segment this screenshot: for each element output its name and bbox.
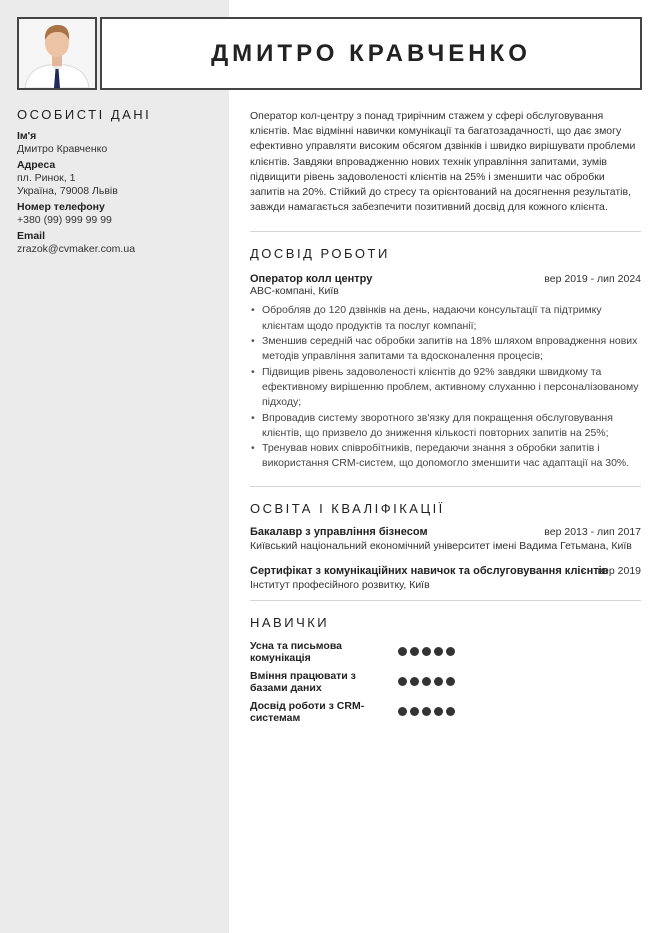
skill-rating <box>398 677 455 686</box>
job-title: Оператор колл центру <box>250 273 373 286</box>
degree-institution: Київський національний економічний університет імені Вадима Гетьмана, Київ <box>250 539 632 552</box>
rating-dot <box>410 707 419 716</box>
list-item: • Зменшив середній час обробки запитів на 18% шляхом впровадження нових методів управління запитами та вдосконалення процесів; <box>262 334 641 365</box>
address-label: Адреса <box>17 159 56 171</box>
phone-label: Номер телефону <box>17 201 105 213</box>
skills-list <box>250 640 641 724</box>
phone-value: +380 (99) 999 99 99 <box>17 214 112 226</box>
rating-dot <box>422 707 431 716</box>
list-item: • Підвищив рівень задоволеності клієнтів до 92% завдяки швидкому та ефективному вирішенню проблем, активному слуханню і персоналізованому підходу; <box>262 365 641 411</box>
rating-dot <box>434 707 443 716</box>
personal-details-title: ОСОБИСТІ ДАНІ <box>17 107 152 122</box>
education-title: ОСВІТА І КВАЛІФІКАЦІЇ <box>250 500 445 516</box>
candidate-name: ДМИТРО КРАВЧЕНКО <box>211 39 531 67</box>
education-header <box>250 526 641 540</box>
person-photo-icon <box>19 19 95 88</box>
certificate-header <box>250 565 641 579</box>
section-divider <box>250 600 641 601</box>
skill-row <box>250 670 641 694</box>
skill-row <box>250 640 641 664</box>
skill-rating <box>398 707 455 716</box>
degree-title: Бакалавр з управління бізнесом <box>250 525 428 538</box>
certificate-date: вер 2019 <box>597 564 641 577</box>
rating-dot <box>446 647 455 656</box>
certificate-institution: Інститут професійного розвитку, Київ <box>250 578 430 591</box>
section-divider <box>250 231 641 232</box>
personal-details <box>17 107 217 256</box>
skill-name: Досвід роботи з CRM-системам <box>250 699 365 724</box>
rating-dot <box>434 647 443 656</box>
profile-photo <box>17 17 97 90</box>
rating-dot <box>410 677 419 686</box>
rating-dot <box>410 647 419 656</box>
list-item: • Впровадив систему зворотного зв'язку для покращення обслуговування клієнтів, що призвело до зниження кількості повторних запитів на 25%; <box>262 411 641 442</box>
rating-dot <box>446 707 455 716</box>
degree-date: вер 2013 - лип 2017 <box>544 525 641 538</box>
name-label: Ім'я <box>17 130 37 142</box>
job-achievements <box>250 303 641 471</box>
skill-name: Вміння працювати з базами даних <box>250 669 356 694</box>
skill-row <box>250 700 641 724</box>
email-value: zrazok@cvmaker.com.ua <box>17 243 136 255</box>
job-company: ABC-компанi, Київ <box>250 285 339 298</box>
experience-title: ДОСВІД РОБОТИ <box>250 246 390 262</box>
section-divider <box>250 486 641 487</box>
rating-dot <box>422 677 431 686</box>
list-item: • Тренував нових співробітників, передаючи знання з обробки запитів і використання CRM-систем, що допомогло зменшити час адаптації на 30%. <box>262 441 641 472</box>
email-label: Email <box>17 230 46 242</box>
address-line-1: пл. Ринок, 1 <box>17 172 76 184</box>
main-content <box>250 109 641 730</box>
profile-summary: Оператор кол-центру з понад трирічним стажем у сфері обслуговування клієнтів. Має відмінні навички комунікації та багатозадачності, що дає змогу ефективно управляти високим обсягом дзвінків і швидко вирішувати проблеми клієнтів. Завдяки впровадженню нових технік управління запитами, зумів підвищити рівень задоволеності клієнтів на 25% і зменшити час обробки запитів на 20%. Стійкий до стресу та орієнтований на досягнення результатів, завжди намагається забезпечити позитивний досвід для кожного клієнта. <box>250 110 636 214</box>
rating-dot <box>398 707 407 716</box>
address-line-2: Україна, 79008 Львів <box>17 185 118 197</box>
rating-dot <box>398 647 407 656</box>
rating-dot <box>398 677 407 686</box>
skills-title: НАВИЧКИ <box>250 614 330 630</box>
name-header <box>100 17 642 90</box>
rating-dot <box>446 677 455 686</box>
list-item: • Обробляв до 120 дзвінків на день, надаючи консультації та підтримку клієнтам щодо продуктів та послуг компанії; <box>262 303 641 334</box>
rating-dot <box>422 647 431 656</box>
certificate-title: Сертифікат з комунікаційних навичок та обслуговування клієнтів <box>250 564 609 577</box>
job-date: вер 2019 - лип 2024 <box>544 273 641 286</box>
name-value: Дмитро Кравченко <box>17 143 108 155</box>
job-header <box>250 273 641 285</box>
skill-rating <box>398 647 455 656</box>
skill-name: Усна та письмова комунікація <box>250 639 342 664</box>
rating-dot <box>434 677 443 686</box>
